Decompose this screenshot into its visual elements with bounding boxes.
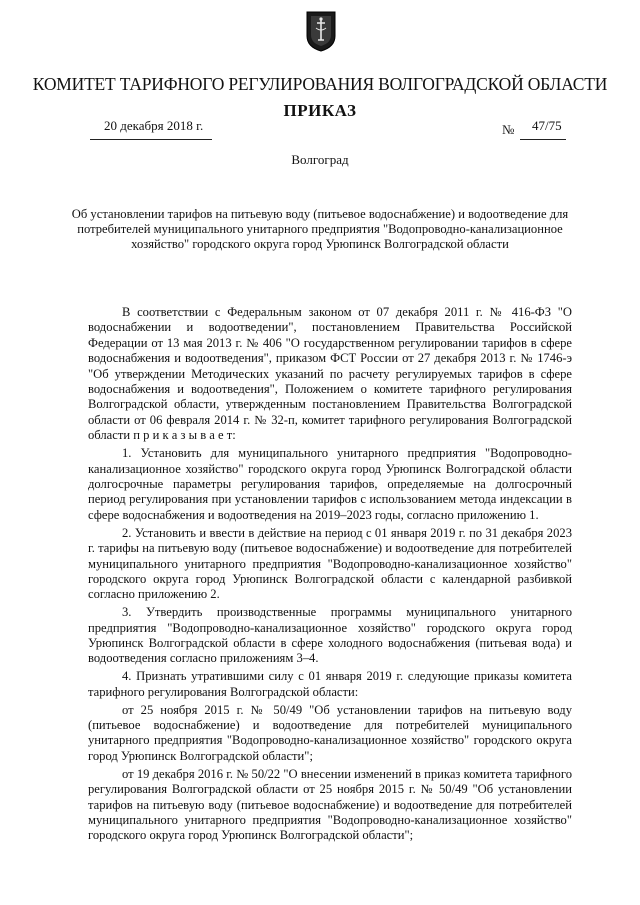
city: Волгоград [291,152,349,167]
number-underline [520,139,566,140]
order-number: 47/75 [532,118,562,133]
coat-of-arms-icon [305,10,337,52]
document-type: ПРИКАЗ [283,101,357,120]
order-body [88,305,572,846]
item-2-paragraph: 2. Установить и ввести в действие на период с 01 января 2019 г. по 31 декабря 2023 г. тарифы на питьевую воду (питьевое водоснабжение) и водоотведение для потребителей муниципального унитарного предприятия "Водопроводно-канализационное хозяйство" городского округа город Урюпинск Волгоградской области с календарной разбивкой согласно приложению 2. [88,525,572,602]
item-4-paragraph: 4. Признать утратившими силу с 01 января 2019 г. следующие приказы комитета тарифного регулирования Волгоградской области: [88,669,572,699]
number-label: № [502,122,515,137]
item-3-paragraph: 3. Утвердить производственные программы муниципального унитарного предприятия "Водопроводно-канализационное хозяйство" городского округа город Урюпинск Волгоградской области в сфере холодного водоснабжения (питьевая вода) и водоотведения согласно приложениям 3–4. [88,605,572,666]
order-subject: Об установлении тарифов на питьевую воду (питьевое водоснабжение) и водоотведение для потребителей муниципального унитарного предприятия "Водопроводно-канализационное хозяйство" городского округа город Урюпинск Волгоградской области [71,207,569,251]
preamble-paragraph: В соответствии с Федеральным законом от 07 декабря 2011 г. № 416-ФЗ "О водоснабжении и водоотведении", постановлением Правительства Российской Федерации от 13 мая 2013 г. № 406 "О государственном регулировании тарифов в сфере водоснабжения и водоотведения", приказом ФСТ России от 27 декабря 2013 г. № 1746-э "Об утверждении Методических указаний по расчету регулируемых тарифов в сфере водоснабжения и водоотведения", Положением о комитете тарифного регулирования Волгоградской области, утвержденным постановлением Правительства Волгоградской области от 06 февраля 2014 г. № 32-п, комитет тарифного регулирования Волгоградской области п р и к а з ы в а е т: [88,305,572,443]
committee-title: КОМИТЕТ ТАРИФНОГО РЕГУЛИРОВАНИЯ ВОЛГОГРАДСКОЙ ОБЛАСТИ [32,74,608,94]
item-4b-paragraph: от 19 декабря 2016 г. № 50/22 "О внесении изменений в приказ комитета тарифного регулирования Волгоградской области от 25 ноября 2015 г. № 50/49 "Об установлении тарифов на питьевую воду (питьевое водоснабжение) и водоотведение для потребителей муниципального унитарного предприятия "Водопроводно-канализационное хозяйство" городского округа город Урюпинск Волгоградской области"; [88,766,572,843]
date-underline [90,139,212,140]
order-date: 20 декабря 2018 г. [104,118,204,133]
item-1-paragraph: 1. Установить для муниципального унитарного предприятия "Водопроводно-канализационное хозяйство" городского округа город Урюпинск Волгоградской области долгосрочные параметры регулирования тарифов, определяемые на долгосрочный период регулирования при установлении тарифов с использованием метода индексации в сфере водоснабжения и водоотведения на 2019–2023 годы, согласно приложению 1. [88,446,572,522]
item-4a-paragraph: от 25 ноября 2015 г. № 50/49 "Об установлении тарифов на питьевую воду (питьевое водоснабжение) и водоотведение для потребителей муниципального унитарного предприятия "Водопроводно-канализационное хозяйство" городского округа город Урюпинск Волгоградской области"; [88,702,572,763]
